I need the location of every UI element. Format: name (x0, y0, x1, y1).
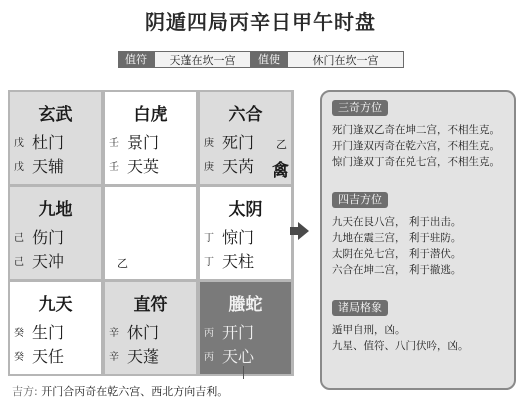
list-item: 九星、值符、八门伏吟，凶。 (332, 340, 469, 352)
sanqi-list (332, 122, 510, 170)
zhifu-label: 值符 (118, 51, 154, 68)
palace-se (200, 282, 291, 374)
palace-door: 开门 (222, 323, 255, 342)
siji-list (332, 214, 510, 278)
palace-n (105, 92, 196, 184)
list-item: 惊门逢双丁奇在兑七宫，不相生克。 (332, 156, 500, 168)
palace-nw (10, 92, 101, 184)
palace-star: 天芮 (222, 157, 255, 176)
palace-star: 天辅 (32, 157, 65, 176)
geju-title: 诸局格象 (332, 300, 388, 316)
palace-extra-star: 禽 (272, 161, 289, 181)
palace-door: 死门 (222, 133, 255, 152)
palace-stem: 庚 (204, 162, 214, 173)
palace-god: 玄武 (38, 105, 73, 125)
palace-god: 六合 (228, 105, 263, 125)
palace-center (105, 187, 196, 279)
auspicious-label: 吉方: (12, 385, 38, 398)
zhishi-value: 休门在坎一宫 (287, 51, 404, 68)
palace-star: 天英 (127, 157, 160, 176)
palace-god: 太阴 (228, 200, 263, 220)
palace-stem: 己 (14, 257, 24, 268)
siji-title: 四吉方位 (332, 192, 388, 208)
palace-stem: 壬 (109, 138, 119, 149)
palace-stem: 丁 (204, 257, 214, 268)
duty-header (118, 51, 404, 68)
palace-stem: 戊 (14, 138, 24, 149)
palace-stem: 戊 (14, 162, 24, 173)
zhifu-value: 天蓬在坎一宫 (154, 51, 251, 68)
palace-door: 惊门 (222, 228, 255, 247)
palace-star: 天柱 (222, 252, 255, 271)
list-item: 九地在震三宫， 利于驻防。 (332, 232, 462, 244)
list-item: 遁甲自刑，凶。 (332, 324, 406, 336)
palace-god: 九地 (38, 200, 73, 220)
palace-w (10, 187, 101, 279)
palace-stem: 辛 (109, 352, 119, 363)
palace-stem: 己 (14, 233, 24, 244)
pointer-line (243, 366, 244, 379)
palace-god: 白虎 (133, 105, 168, 125)
analysis-panel (320, 90, 516, 390)
palace-door: 生门 (32, 323, 65, 342)
palace-stem: 癸 (14, 352, 24, 363)
palace-stem: 丙 (204, 352, 214, 363)
palace-star: 天心 (222, 347, 255, 366)
list-item: 九天在艮八宫， 利于出击。 (332, 216, 462, 228)
palace-door: 景门 (127, 133, 160, 152)
palace-extra-stem: 乙 (276, 138, 287, 151)
palace-stem: 庚 (204, 138, 214, 149)
zhishi-label: 值使 (251, 51, 287, 68)
palace-star: 天蓬 (127, 347, 160, 366)
list-item: 太阴在兑七宫， 利于潜伏。 (332, 248, 462, 260)
palace-stem: 壬 (109, 162, 119, 173)
palace-stem: 辛 (109, 328, 119, 339)
palace-god: 螣蛇 (228, 295, 263, 315)
palace-grid (8, 90, 294, 376)
palace-door: 伤门 (32, 228, 65, 247)
palace-e (200, 187, 291, 279)
sanqi-title: 三奇方位 (332, 100, 388, 116)
palace-star: 天任 (32, 347, 65, 366)
palace-god: 直符 (133, 295, 168, 315)
palace-door: 杜门 (32, 133, 65, 152)
palace-stem: 丙 (204, 328, 214, 339)
chart-title: 阴遁四局丙辛日甲午时盘 (145, 10, 376, 34)
palace-god: 九天 (38, 295, 73, 315)
palace-stem: 丁 (204, 233, 214, 244)
palace-ne (200, 92, 291, 184)
list-item: 六合在坤二宫， 利于撤逃。 (332, 264, 462, 276)
list-item: 死门逢双乙奇在坤二宫，不相生克。 (332, 124, 500, 136)
palace-star: 天冲 (32, 252, 65, 271)
palace-door: 休门 (127, 323, 160, 342)
list-item: 开门逢双丙奇在乾六宫，不相生克。 (332, 140, 500, 152)
palace-stem: 癸 (14, 328, 24, 339)
center-stem: 乙 (117, 257, 128, 270)
auspicious-text: 开门合丙奇在乾六宫、西北方向吉利。 (41, 385, 229, 398)
arrow-right-icon (298, 222, 309, 240)
palace-sw (10, 282, 101, 374)
auspicious-note (12, 383, 228, 399)
geju-list (332, 322, 510, 354)
palace-s (105, 282, 196, 374)
